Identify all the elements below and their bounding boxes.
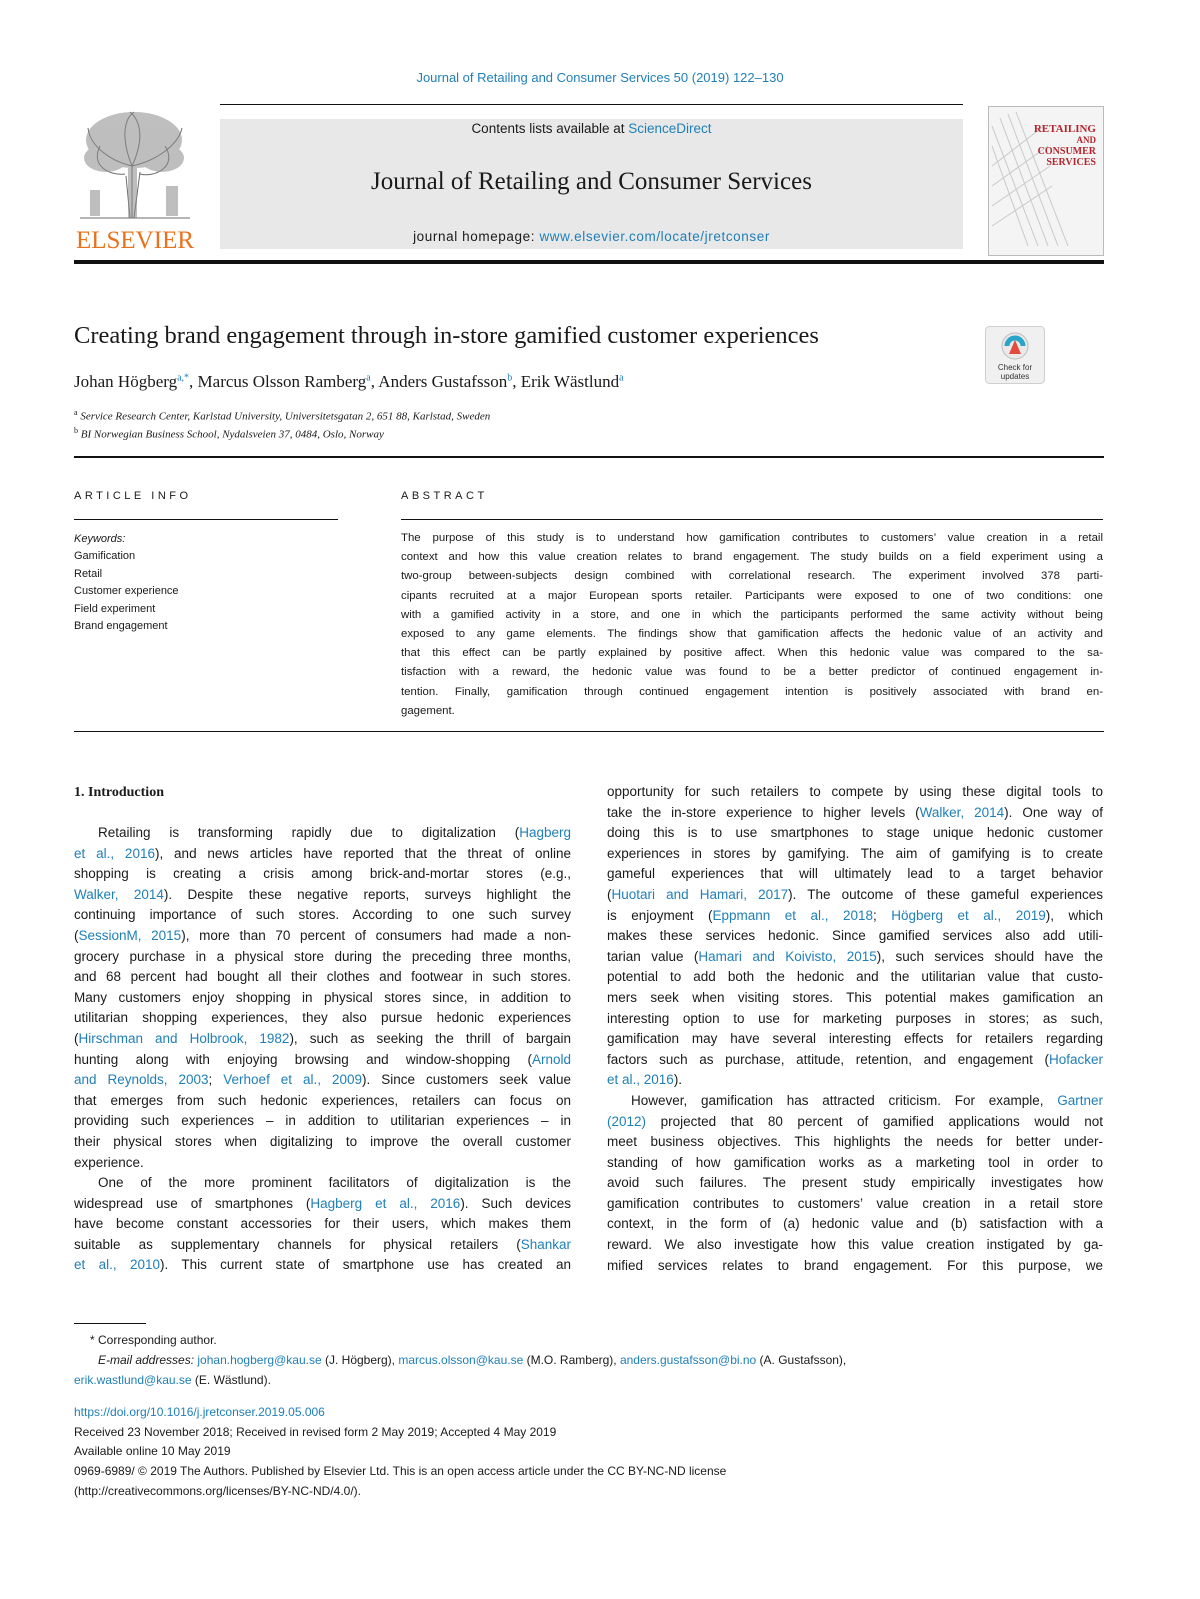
doi-link[interactable]: https://doi.org/10.1016/j.jretconser.2019.05.006: [74, 1405, 325, 1419]
sciencedirect-link[interactable]: ScienceDirect: [628, 121, 712, 136]
header-bottom-rule: [74, 260, 1104, 264]
check-for-updates-button[interactable]: [985, 326, 1045, 384]
check-for-updates-icon: [985, 326, 1045, 384]
title-block-rule: [74, 456, 1104, 458]
elsevier-tree-icon: [70, 106, 200, 254]
header-top-rule: [220, 104, 963, 105]
email-owner: (A. Gustafsson),: [756, 1353, 847, 1367]
citation-link[interactable]: Huotari and Hamari, 2017: [611, 886, 789, 902]
footnote-rule: [74, 1323, 146, 1324]
homepage-link[interactable]: www.elsevier.com/locate/jretconser: [539, 229, 770, 244]
citation-link[interactable]: Gartner: [1057, 1092, 1103, 1108]
abstract-rule: [401, 519, 1103, 520]
text-line: potential to add both the hedonic and the utilitarian value that custo-: [607, 969, 1103, 985]
citation-link[interactable]: (2012): [607, 1113, 647, 1129]
email-label: E-mail addresses:: [98, 1353, 198, 1367]
keywords-label: Keywords:: [74, 533, 126, 545]
cover-title-1: RETAILING: [1033, 123, 1096, 135]
citation-link[interactable]: Verhoef et al., 2009: [223, 1072, 363, 1088]
badge-text-2: updates: [1000, 372, 1030, 381]
text-line: Walker, 2014). Despite these negative reports, surveys highlight the: [74, 886, 571, 902]
abstract-bottom-rule: [74, 731, 1104, 732]
text-line: is enjoyment (Eppmann et al., 2018; Högberg et al., 2019), which: [607, 907, 1103, 923]
email-link[interactable]: erik.wastlund@kau.se: [74, 1373, 192, 1387]
citation-link[interactable]: Arnold: [531, 1051, 571, 1067]
text-line: and 68 percent had bought all their clothes and footwear in such stores.: [74, 969, 571, 985]
contents-line: [220, 121, 963, 136]
abstract-text: [401, 529, 1103, 721]
text-line: and Reynolds, 2003; Verhoef et al., 2009). Since customers seek value: [74, 1072, 572, 1088]
badge-text-1: Check for: [997, 363, 1033, 372]
email-link[interactable]: anders.gustafsson@bi.no: [619, 1353, 757, 1367]
elsevier-logo[interactable]: [70, 106, 200, 254]
text-line: hunting along with enjoying browsing and window-shopping (Arnold: [74, 1051, 571, 1067]
license-text: 0969-6989/ © 2019 The Authors. Published by Elsevier Ltd. This is an open access article under the CC BY-NC-ND license: [74, 1464, 727, 1478]
text-line: gamification contributes to customers’ value creation in a retail store: [607, 1195, 1103, 1211]
text-line: (SessionM, 2015), more than 70 percent of consumers had made a non-: [74, 927, 572, 943]
text-line: utilitarian shopping experiences, they also pursue hedonic experiences: [74, 1010, 571, 1026]
abstract-line: that this effect can be partly explained by positive affect. When this hedonic value was compared to the sa-: [401, 647, 1103, 660]
cover-title-4: SERVICES: [1046, 157, 1096, 168]
keyword-item: Retail: [74, 567, 103, 580]
abstract-line: exposed to any game elements. The findings show that gamification affects the hedonic value of an activity and: [401, 628, 1103, 641]
text-line: take the in-store experience to higher levels (Walker, 2014). One way of: [607, 804, 1103, 820]
author-affiliation-marker[interactable]: b: [507, 372, 513, 384]
text-line: factors such as purchase, attitude, retention, and engagement (Hofacker: [607, 1051, 1103, 1067]
author-separator: ,: [189, 372, 198, 391]
author-name[interactable]: Johan Högberg: [74, 372, 178, 391]
text-line: Many customers enjoy shopping in physical stores since, in addition to: [74, 989, 571, 1005]
text-line: makes these services hedonic. Since gamified services also add utili-: [607, 928, 1103, 944]
text-line: One of the more prominent facilitators of digitalization is the: [98, 1175, 571, 1191]
text-line: et al., 2016).: [607, 1072, 683, 1088]
text-line: However, gamification has attracted criticism. For example, Gartner: [631, 1092, 1103, 1108]
paragraph: [607, 782, 1103, 1091]
keyword-item: Field experiment: [74, 602, 156, 615]
text-line: gameful experiences that will ultimately lead to a target behavior: [607, 866, 1103, 882]
article-info-heading: ARTICLE INFO: [74, 490, 192, 502]
text-line: suitable as supplementary channels for physical retailers (Shankar: [74, 1236, 571, 1252]
text-line: mified services relates to brand engagement. For this purpose, we: [607, 1257, 1103, 1273]
citation-link[interactable]: Hamari and Koivisto, 2015: [698, 948, 877, 964]
text-line: shopping is creating a crisis among brick-and-mortar stores (e.g.,: [74, 866, 571, 882]
article-info-rule: [74, 519, 338, 520]
author-separator: ,: [370, 372, 379, 391]
text-line: experience.: [74, 1154, 144, 1170]
article-title: Creating brand engagement through in-store gamified customer experiences: [74, 322, 819, 349]
abstract-heading: ABSTRACT: [401, 490, 488, 502]
citation-link[interactable]: SessionM, 2015: [78, 927, 182, 943]
affiliation-a: $^a$ Service Research Center, Karlstad University, Universitetsgatan 2, 651 88, Karlstad, Sweden: [74, 408, 491, 423]
abstract-line: cipants recruited at a major European sports retailer. Participants were exposed to one of two conditions: one: [401, 589, 1103, 602]
citation-link[interactable]: Hagberg: [519, 825, 571, 840]
text-line: gamification may have several interesting effects for retailers regarding: [607, 1031, 1103, 1047]
text-line: providing such experiences – in addition to utilitarian experiences – in: [74, 1113, 571, 1129]
keyword-item: Gamification: [74, 550, 136, 563]
text-line: widespread use of smartphones (Hagberg et al., 2016). Such devices: [74, 1195, 571, 1211]
text-line: et al., 2010). This current state of smartphone use has created an: [74, 1257, 571, 1273]
email-owner: (E. Wästlund).: [191, 1373, 271, 1387]
citation-link[interactable]: et al., 2016: [607, 1072, 674, 1088]
abstract-line: two-group between-subjects design combined with correlational research. The experiment involved 378 parti-: [401, 570, 1103, 583]
email-owner: (J. Högberg),: [321, 1353, 399, 1367]
left-column: [74, 823, 571, 1276]
journal-citation[interactable]: Journal of Retailing and Consumer Services 50 (2019) 122–130: [416, 70, 784, 85]
text-line: tarian value (Hamari and Koivisto, 2015), such services should have the: [607, 948, 1103, 964]
text-line: opportunity for such retailers to compete by using these digital tools to: [607, 784, 1103, 799]
available-online: Available online 10 May 2019: [74, 1444, 231, 1458]
affiliation-b: $^b$ BI Norwegian Business School, Nydalsveien 37, 0484, Oslo, Norway: [74, 426, 384, 441]
text-line: their physical stores when digitalizing to improve the overall customer: [74, 1133, 571, 1149]
keywords-block: [74, 531, 179, 635]
abstract-line: tisfaction with a reward, the hedonic value was found to be a better predictor of continued engagement in-: [401, 666, 1103, 679]
email-link[interactable]: johan.hogberg@kau.se: [197, 1353, 322, 1367]
keyword-item: Customer experience: [74, 585, 179, 598]
author-name[interactable]: Anders Gustafsson: [378, 372, 508, 391]
section-heading-introduction: 1. Introduction: [74, 785, 164, 800]
text-line: (Huotari and Hamari, 2017). The outcome of these gameful experiences: [607, 886, 1103, 902]
paragraph: [74, 823, 571, 1173]
text-line: grocery purchase in a physical store during the preceding three months,: [74, 948, 571, 964]
text-line: mers seek when visiting stores. This potential makes gamification an: [607, 989, 1103, 1005]
abstract-line: tention. Finally, gamification through continued engagement intention is positively associated with brand en-: [401, 685, 1103, 698]
journal-title: Journal of Retailing and Consumer Services: [371, 168, 812, 195]
text-line: that emerges from such hedonic experiences, retailers can focus on: [74, 1092, 571, 1108]
right-column: [607, 782, 1103, 1276]
license-url: (http://creativecommons.org/licenses/BY-NC-ND/4.0/).: [74, 1484, 361, 1498]
author-separator: ,: [512, 372, 521, 391]
contents-prefix: Contents lists available at: [471, 121, 629, 136]
received-dates: Received 23 November 2018; Received in revised form 2 May 2019; Accepted 4 May 2019: [74, 1425, 557, 1439]
abstract-line: with a gamified activity in a store, and one in which the participants performed the same activity without being: [401, 608, 1103, 621]
text-line: doing this is to use smartphones to stage unique hedonic customer: [607, 825, 1103, 841]
abstract-line: gagement.: [401, 704, 455, 717]
email-line-2: [74, 1370, 271, 1390]
abstract-line: The purpose of this study is to understand how gamification contributes to customers’ value creation in a retail: [401, 532, 1103, 544]
citation-link[interactable]: Walker, 2014: [919, 804, 1005, 820]
citation-link[interactable]: Hofacker: [1048, 1051, 1103, 1067]
citation-link[interactable]: et al., 2016: [74, 845, 155, 861]
citation-link[interactable]: Hagberg et al., 2016: [310, 1195, 461, 1211]
paragraph: [74, 1173, 571, 1276]
text-line: (Hirschman and Holbrook, 1982), such as seeking the thrill of bargain: [74, 1030, 571, 1046]
author-name[interactable]: Marcus Olsson Ramberg: [197, 372, 367, 391]
citation-link[interactable]: et al., 2010: [74, 1257, 160, 1273]
citation-link[interactable]: Eppmann et al., 2018: [712, 907, 873, 923]
abstract-line: context and how this value creation relates to brand engagement. The study builds on a field experiment using a: [401, 551, 1103, 564]
text-line: experiences in stores by gamifying. The aim of gamifying is to create: [607, 845, 1103, 861]
keyword-item: Brand engagement: [74, 620, 168, 633]
text-line: (2012) projected that 80 percent of gamified applications would not: [607, 1113, 1103, 1129]
author-affiliation-marker[interactable]: a: [366, 372, 371, 384]
corresponding-author-note: * Corresponding author.: [90, 1333, 217, 1347]
cover-title-3: CONSUMER: [1037, 146, 1096, 157]
paragraph: [607, 1091, 1103, 1276]
author-list: [74, 372, 624, 392]
email-owner: (M.O. Ramberg),: [523, 1353, 620, 1367]
text-line: avoid such failures. The present study empirically investigates how: [607, 1175, 1103, 1191]
email-line: [98, 1350, 846, 1370]
author-name[interactable]: Erik Wästlund: [520, 372, 620, 391]
citation-link[interactable]: Walker, 2014: [74, 886, 164, 902]
journal-cover[interactable]: [988, 106, 1104, 256]
cover-title-2: AND: [1076, 135, 1096, 145]
email-link[interactable]: marcus.olsson@kau.se: [398, 1353, 524, 1367]
text-line: meet business objectives. This highlights the needs for better under-: [607, 1134, 1103, 1150]
text-line: interesting option to use for marketing purposes in stores; as such,: [607, 1010, 1103, 1026]
author-affiliation-marker[interactable]: a,*: [177, 372, 190, 384]
journal-cover-image: [988, 106, 1104, 256]
text-line: continuing importance of such stores. According to one such survey: [74, 907, 571, 923]
citation-link[interactable]: Högberg et al., 2019: [891, 907, 1046, 923]
text-line: Retailing is transforming rapidly due to digitalization (Hagberg: [98, 825, 571, 840]
author-affiliation-marker[interactable]: a: [619, 372, 624, 384]
citation-link[interactable]: and Reynolds, 2003: [74, 1072, 209, 1088]
text-line: et al., 2016), and news articles have reported that the threat of online: [74, 845, 571, 861]
text-line: have become constant accessories for their users, which makes them: [74, 1216, 571, 1232]
text-line: reward. We also investigate how this value creation instigated by ga-: [607, 1237, 1103, 1253]
text-line: context, in the form of (a) hedonic value and (b) satisfaction with a: [607, 1216, 1103, 1232]
citation-link[interactable]: Shankar: [520, 1236, 571, 1252]
journal-homepage: [220, 229, 963, 244]
elsevier-wordmark: ELSEVIER: [75, 227, 195, 254]
citation-link[interactable]: Hirschman and Holbrook, 1982: [78, 1030, 290, 1046]
text-line: standing of how gamification works as a marketing tool in order to: [607, 1154, 1103, 1170]
homepage-prefix: journal homepage:: [413, 229, 540, 244]
